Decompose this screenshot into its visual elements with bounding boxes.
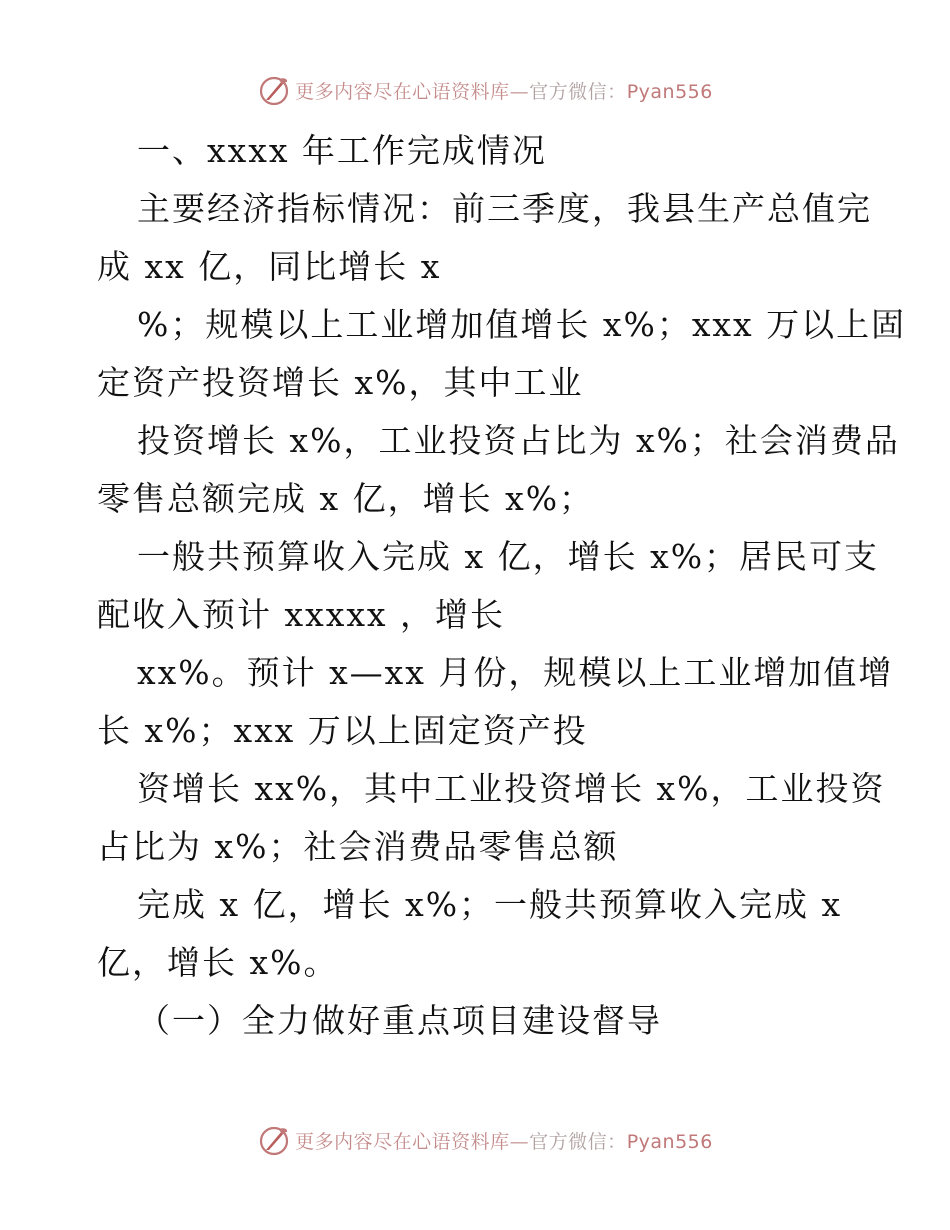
watermark-text [295,77,713,104]
watermark-brand: 更多内容尽在心语资料库 [295,80,510,103]
text-line: 投资增长 x%，工业投资占比为 x%；社会消费品 [137,421,900,460]
text-line: xx%。预计 x—xx 月份，规模以上工业增加值增 [137,653,894,692]
subsection-heading: （一）全力做好重点项目建设督导 [137,1001,662,1040]
text-line: %；规模以上工业增加值增长 x%；xxx 万以上固 [137,305,907,344]
quill-pen-circle-icon [257,73,291,107]
watermark-group [257,73,713,107]
watermark-wechat-label: 官方微信： [529,1130,627,1153]
watermark-separator: — [509,80,530,103]
text-line: 配收入预计 xxxxx ，增长 [97,595,506,634]
watermark-separator: — [509,1130,530,1153]
watermark-handle: Pyan556 [626,80,713,103]
text-line: 零售总额完成 x 亿，增长 x%； [97,479,595,518]
text-line: 成 xx 亿，同比增长 x [97,247,442,286]
text-line: 资增长 xx%，其中工业投资增长 x%，工业投资 [137,769,886,808]
watermark-text [295,1127,713,1154]
quill-pen-circle-icon [257,1123,291,1157]
text-line: 占比为 x%；社会消费品零售总额 [97,827,619,866]
watermark-brand: 更多内容尽在心语资料库 [295,1130,510,1153]
text-line: 长 x%；xxx 万以上固定资产投 [97,711,588,750]
watermark-handle: Pyan556 [626,1130,713,1153]
section-heading: 一、xxxx 年工作完成情况 [137,131,547,170]
watermark-wechat-label: 官方微信： [529,80,627,103]
text-line: 一般共预算收入完成 x 亿，增长 x%；居民可支 [137,537,880,576]
text-line: 亿，增长 x%。 [97,943,339,982]
document-body [97,122,907,1050]
header-watermark [0,70,950,110]
footer-watermark [0,1120,950,1160]
text-line: 定资产投资增长 x%，其中工业 [97,363,584,402]
text-line: 主要经济指标情况：前三季度，我县生产总值完 [137,189,872,228]
text-line: 完成 x 亿，增长 x%；一般共预算收入完成 x [137,885,843,924]
watermark-group [257,1123,713,1157]
